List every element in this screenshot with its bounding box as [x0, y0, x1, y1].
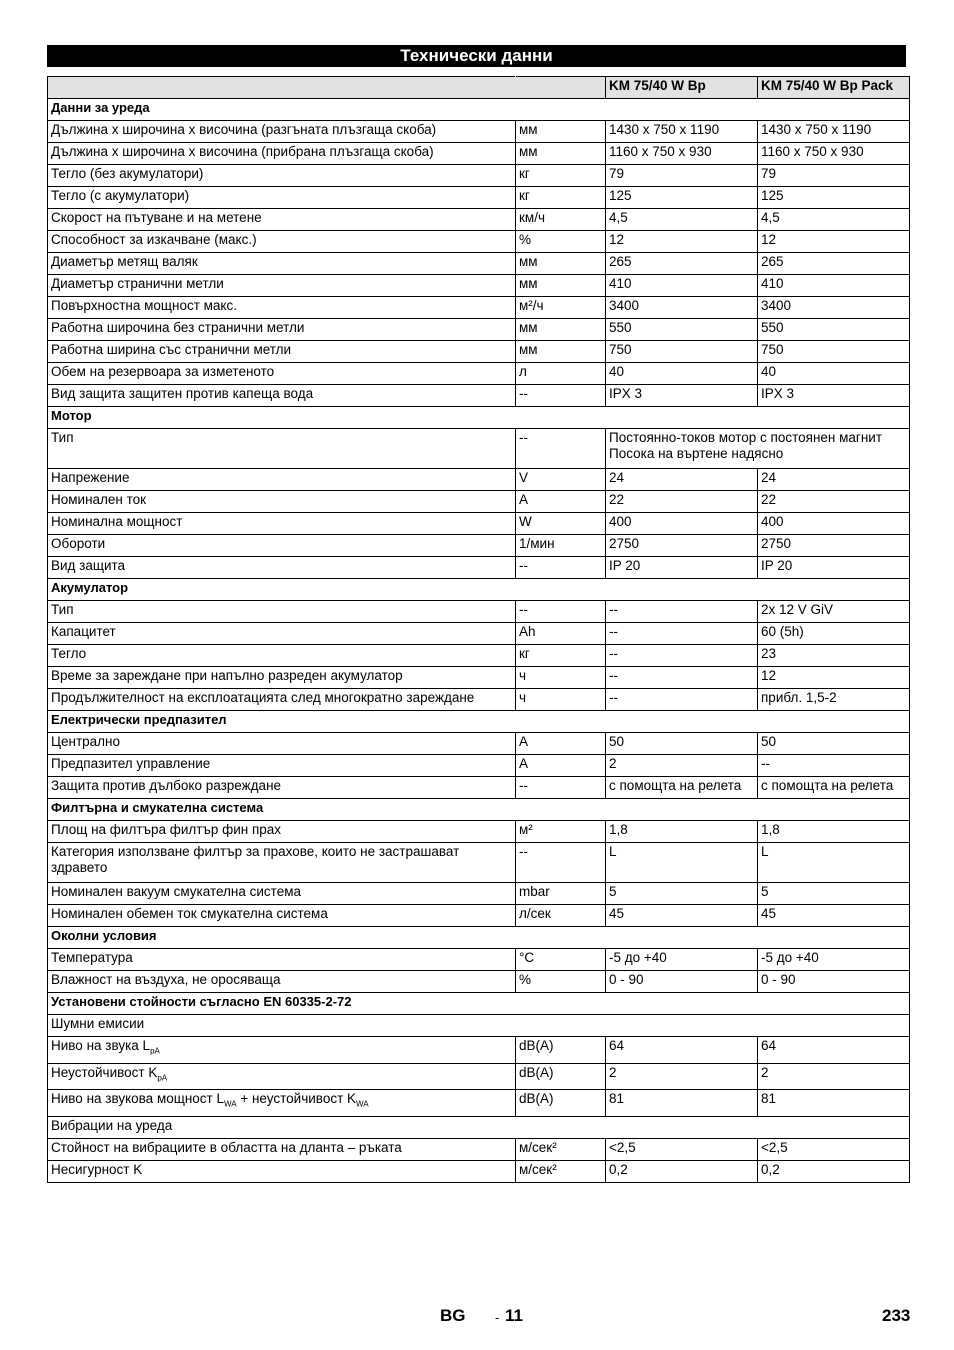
row-label: Тегло	[48, 645, 516, 667]
row-value-model2: 2	[758, 1063, 910, 1090]
row-label: Вид защита	[48, 557, 516, 579]
header-blank-unit	[516, 77, 606, 99]
header-model2: KM 75/40 W Bp Pack	[758, 77, 910, 99]
row-label: Номинален ток	[48, 491, 516, 513]
row-label: Дължина x широчина x височина (прибрана плъзгаща скоба)	[48, 143, 516, 165]
row-unit: 1/мин	[516, 535, 606, 557]
row-value-model2: IPX 3	[758, 385, 910, 407]
row-label	[48, 1063, 516, 1090]
row-value-model2: 79	[758, 165, 910, 187]
row-label	[48, 1090, 516, 1117]
row-label: Обороти	[48, 535, 516, 557]
row-value-model2: -5 до +40	[758, 949, 910, 971]
row-unit: ч	[516, 667, 606, 689]
row-unit: dB(A)	[516, 1063, 606, 1090]
table-row	[48, 165, 910, 187]
table-row	[48, 883, 910, 905]
row-value-model2: 22	[758, 491, 910, 513]
row-value-model1: 50	[606, 733, 758, 755]
row-value-model2: 45	[758, 905, 910, 927]
table-row	[48, 513, 910, 535]
row-value-model2: 23	[758, 645, 910, 667]
noise-heading	[48, 1015, 910, 1037]
row-value-model2: IP 20	[758, 557, 910, 579]
row-unit: л/сек	[516, 905, 606, 927]
table-row	[48, 297, 910, 319]
tech-data-table	[47, 76, 910, 1183]
row-value-model2: 1160 x 750 x 930	[758, 143, 910, 165]
row-value-model1: 2750	[606, 535, 758, 557]
row-label: Номинален обемен ток смукателна система	[48, 905, 516, 927]
section-heading-label: Филтърна и смукателна система	[48, 799, 910, 821]
row-value-model2: L	[758, 843, 910, 883]
row-label	[48, 1037, 516, 1064]
row-value-model2: 410	[758, 275, 910, 297]
row-value-model2: 750	[758, 341, 910, 363]
row-value-model2: 125	[758, 187, 910, 209]
row-value-model2: 400	[758, 513, 910, 535]
table-row	[48, 843, 910, 883]
row-label: Тегло (без акумулатори)	[48, 165, 516, 187]
row-unit: %	[516, 231, 606, 253]
table-row	[48, 535, 910, 557]
section-heading	[48, 799, 910, 821]
row-value-model2: 12	[758, 231, 910, 253]
table-row	[48, 1090, 910, 1117]
row-value-model2: --	[758, 755, 910, 777]
row-value-model2: 2x 12 V GiV	[758, 601, 910, 623]
row-value-model1: 0 - 90	[606, 971, 758, 993]
page-title: Технически данни	[47, 45, 906, 67]
row-value-model1: <2,5	[606, 1139, 758, 1161]
row-label-subscript: pA	[150, 1046, 160, 1056]
footer-lang: BG	[440, 1306, 466, 1325]
tech-data-body	[48, 77, 910, 1183]
table-row	[48, 645, 910, 667]
section-heading-label: Околни условия	[48, 927, 910, 949]
footer-section-page: 11	[505, 1306, 523, 1325]
table-row	[48, 491, 910, 513]
row-value-model1: -5 до +40	[606, 949, 758, 971]
row-label: Тегло (с акумулатори)	[48, 187, 516, 209]
section-heading	[48, 927, 910, 949]
row-unit: --	[516, 385, 606, 407]
row-unit: --	[516, 843, 606, 883]
header-blank	[48, 77, 516, 99]
noise-heading-label: Шумни емисии	[48, 1015, 910, 1037]
row-label: Тип	[48, 601, 516, 623]
row-label: Работна ширина със странични метли	[48, 341, 516, 363]
table-row	[48, 905, 910, 927]
row-unit: кг	[516, 165, 606, 187]
table-row	[48, 1063, 910, 1090]
row-value-model2: 0 - 90	[758, 971, 910, 993]
row-unit: кг	[516, 187, 606, 209]
row-unit: мм	[516, 319, 606, 341]
row-unit: мм	[516, 253, 606, 275]
row-value-model2: 24	[758, 469, 910, 491]
footer-dash: -	[495, 1310, 500, 1325]
row-value-model2: 50	[758, 733, 910, 755]
row-label: Защита против дълбоко разреждане	[48, 777, 516, 799]
table-row	[48, 275, 910, 297]
row-unit: мм	[516, 143, 606, 165]
row-value-model1: 24	[606, 469, 758, 491]
section-heading-label: Електрически предпазител	[48, 711, 910, 733]
row-value-model2: 1430 x 750 x 1190	[758, 121, 910, 143]
row-unit: W	[516, 513, 606, 535]
row-unit: --	[516, 557, 606, 579]
row-value-model1: 22	[606, 491, 758, 513]
row-value-model1: 1160 x 750 x 930	[606, 143, 758, 165]
table-row	[48, 667, 910, 689]
section-heading-label: Данни за уреда	[48, 99, 910, 121]
row-unit: --	[516, 601, 606, 623]
row-label: Влажност на въздуха, не оросяваща	[48, 971, 516, 993]
row-label-text: Ниво на звукова мощност L	[51, 1091, 224, 1107]
row-value-model1: 1,8	[606, 821, 758, 843]
row-value-model2: 265	[758, 253, 910, 275]
row-unit: км/ч	[516, 209, 606, 231]
table-row	[48, 231, 910, 253]
row-value-model1: 5	[606, 883, 758, 905]
row-label: Диаметър странични метли	[48, 275, 516, 297]
row-unit: A	[516, 491, 606, 513]
row-value-model2: прибл. 1,5-2	[758, 689, 910, 711]
row-value-model1: 3400	[606, 297, 758, 319]
row-unit: --	[516, 429, 606, 469]
row-label: Температура	[48, 949, 516, 971]
row-unit: мм	[516, 121, 606, 143]
section-heading	[48, 711, 910, 733]
row-unit: dB(A)	[516, 1090, 606, 1117]
row-unit: %	[516, 971, 606, 993]
row-value-model2: 5	[758, 883, 910, 905]
table-row	[48, 429, 910, 469]
row-unit: м²/ч	[516, 297, 606, 319]
row-value-model1: 64	[606, 1037, 758, 1064]
row-label: Продължителност на експлоатацията след многократно зареждане	[48, 689, 516, 711]
table-row	[48, 601, 910, 623]
table-row	[48, 755, 910, 777]
row-value-model2: 3400	[758, 297, 910, 319]
row-unit: м²	[516, 821, 606, 843]
table-row	[48, 253, 910, 275]
row-value-model1: 265	[606, 253, 758, 275]
row-unit: мм	[516, 341, 606, 363]
row-label: Тип	[48, 429, 516, 469]
row-label-text: Неустойчивост K	[51, 1064, 158, 1080]
row-value-model1: --	[606, 689, 758, 711]
row-unit: °C	[516, 949, 606, 971]
table-row	[48, 557, 910, 579]
table-row	[48, 385, 910, 407]
row-label: Площ на филтъра филтър фин прах	[48, 821, 516, 843]
row-value-model2: 12	[758, 667, 910, 689]
row-label: Централно	[48, 733, 516, 755]
row-value-model2: 2750	[758, 535, 910, 557]
row-label: Диаметър метящ валяк	[48, 253, 516, 275]
row-unit: ч	[516, 689, 606, 711]
row-label: Работна широчина без странични метли	[48, 319, 516, 341]
row-value-model1: IPX 3	[606, 385, 758, 407]
row-value-model2: 81	[758, 1090, 910, 1117]
row-label: Номинален вакуум смукателна система	[48, 883, 516, 905]
motor-type-value	[606, 429, 910, 469]
row-unit: A	[516, 755, 606, 777]
row-label-subscript: WA	[224, 1100, 237, 1110]
table-row	[48, 187, 910, 209]
section-heading	[48, 579, 910, 601]
table-row	[48, 341, 910, 363]
row-label: Напрежение	[48, 469, 516, 491]
table-row	[48, 971, 910, 993]
row-value-model1: --	[606, 667, 758, 689]
header-row	[48, 77, 910, 99]
table-row	[48, 777, 910, 799]
table-row	[48, 1037, 910, 1064]
row-value-model2: 0,2	[758, 1161, 910, 1183]
section-heading	[48, 99, 910, 121]
row-value-model1: 400	[606, 513, 758, 535]
row-label: Обем на резервоара за изметеното	[48, 363, 516, 385]
table-row	[48, 623, 910, 645]
row-value-model2: 4,5	[758, 209, 910, 231]
row-label: Време за зареждане при напълно разреден акумулатор	[48, 667, 516, 689]
row-value-model1: 81	[606, 1090, 758, 1117]
row-value-model1: 4,5	[606, 209, 758, 231]
section-heading	[48, 993, 910, 1015]
row-value-model1: L	[606, 843, 758, 883]
vibration-heading-label: Вибрации на уреда	[48, 1117, 910, 1139]
row-value-model1: 12	[606, 231, 758, 253]
row-label-subscript: pA	[157, 1073, 168, 1083]
row-label: Несигурност K	[48, 1161, 516, 1183]
table-row	[48, 209, 910, 231]
row-value-model2: 60 (5h)	[758, 623, 910, 645]
footer-page-number: 233	[882, 1306, 911, 1325]
vibration-heading	[48, 1117, 910, 1139]
row-label: Стойност на вибрациите в областта на дланта – ръката	[48, 1139, 516, 1161]
row-unit: мм	[516, 275, 606, 297]
row-value-model1: 2	[606, 755, 758, 777]
row-unit: V	[516, 469, 606, 491]
row-unit: A	[516, 733, 606, 755]
row-value-model1: 410	[606, 275, 758, 297]
row-value-model2: <2,5	[758, 1139, 910, 1161]
table-row	[48, 1139, 910, 1161]
section-heading	[48, 407, 910, 429]
table-row	[48, 363, 910, 385]
table-row	[48, 121, 910, 143]
motor-type-line2: Посока на въртене надясно	[609, 446, 784, 461]
row-label: Повърхностна мощност макс.	[48, 297, 516, 319]
row-value-model1: 0,2	[606, 1161, 758, 1183]
row-value-model2: с помощта на релета	[758, 777, 910, 799]
row-unit: Ah	[516, 623, 606, 645]
row-value-model1: 2	[606, 1063, 758, 1090]
section-heading-label: Установени стойности съгласно EN 60335-2-72	[48, 993, 910, 1015]
section-heading-label: Акумулатор	[48, 579, 910, 601]
row-unit: кг	[516, 645, 606, 667]
row-label: Предпазител управление	[48, 755, 516, 777]
row-unit: м/сек²	[516, 1139, 606, 1161]
row-value-model1: 750	[606, 341, 758, 363]
motor-type-line1: Постоянно-токов мотор с постоянен магнит	[609, 430, 883, 445]
row-label-text-mid: + неустойчивост K	[236, 1091, 357, 1107]
row-unit: м/сек²	[516, 1161, 606, 1183]
row-value-model1: 45	[606, 905, 758, 927]
row-unit: л	[516, 363, 606, 385]
row-value-model2: 550	[758, 319, 910, 341]
row-value-model1: 79	[606, 165, 758, 187]
table-row	[48, 689, 910, 711]
row-value-model1: --	[606, 601, 758, 623]
row-value-model1: 550	[606, 319, 758, 341]
row-value-model1: IP 20	[606, 557, 758, 579]
row-label: Вид защита защитен против капеща вода	[48, 385, 516, 407]
table-row	[48, 733, 910, 755]
row-value-model1: 1430 x 750 x 1190	[606, 121, 758, 143]
table-row	[48, 319, 910, 341]
row-value-model2: 40	[758, 363, 910, 385]
row-label: Категория използване филтър за прахове, които не застрашават здравето	[48, 843, 516, 883]
table-row	[48, 949, 910, 971]
row-label: Способност за изкачване (макс.)	[48, 231, 516, 253]
row-value-model1: с помощта на релета	[606, 777, 758, 799]
table-row	[48, 1161, 910, 1183]
row-label: Номинална мощност	[48, 513, 516, 535]
row-unit: --	[516, 777, 606, 799]
row-value-model2: 1,8	[758, 821, 910, 843]
table-row	[48, 143, 910, 165]
table-row	[48, 821, 910, 843]
header-model1: KM 75/40 W Bp	[606, 77, 758, 99]
row-label: Дължина x широчина x височина (разгъната плъзгаща скоба)	[48, 121, 516, 143]
row-label: Капацитет	[48, 623, 516, 645]
row-value-model1: --	[606, 623, 758, 645]
row-label-text: Ниво на звука L	[51, 1038, 151, 1053]
row-value-model2: 64	[758, 1037, 910, 1064]
row-label-subscript-2: WA	[356, 1100, 369, 1110]
row-value-model1: --	[606, 645, 758, 667]
section-heading-label: Мотор	[48, 407, 910, 429]
row-value-model1: 125	[606, 187, 758, 209]
table-row	[48, 469, 910, 491]
row-unit: dB(A)	[516, 1037, 606, 1064]
row-unit: mbar	[516, 883, 606, 905]
row-value-model1: 40	[606, 363, 758, 385]
row-label: Скорост на пътуване и на метене	[48, 209, 516, 231]
